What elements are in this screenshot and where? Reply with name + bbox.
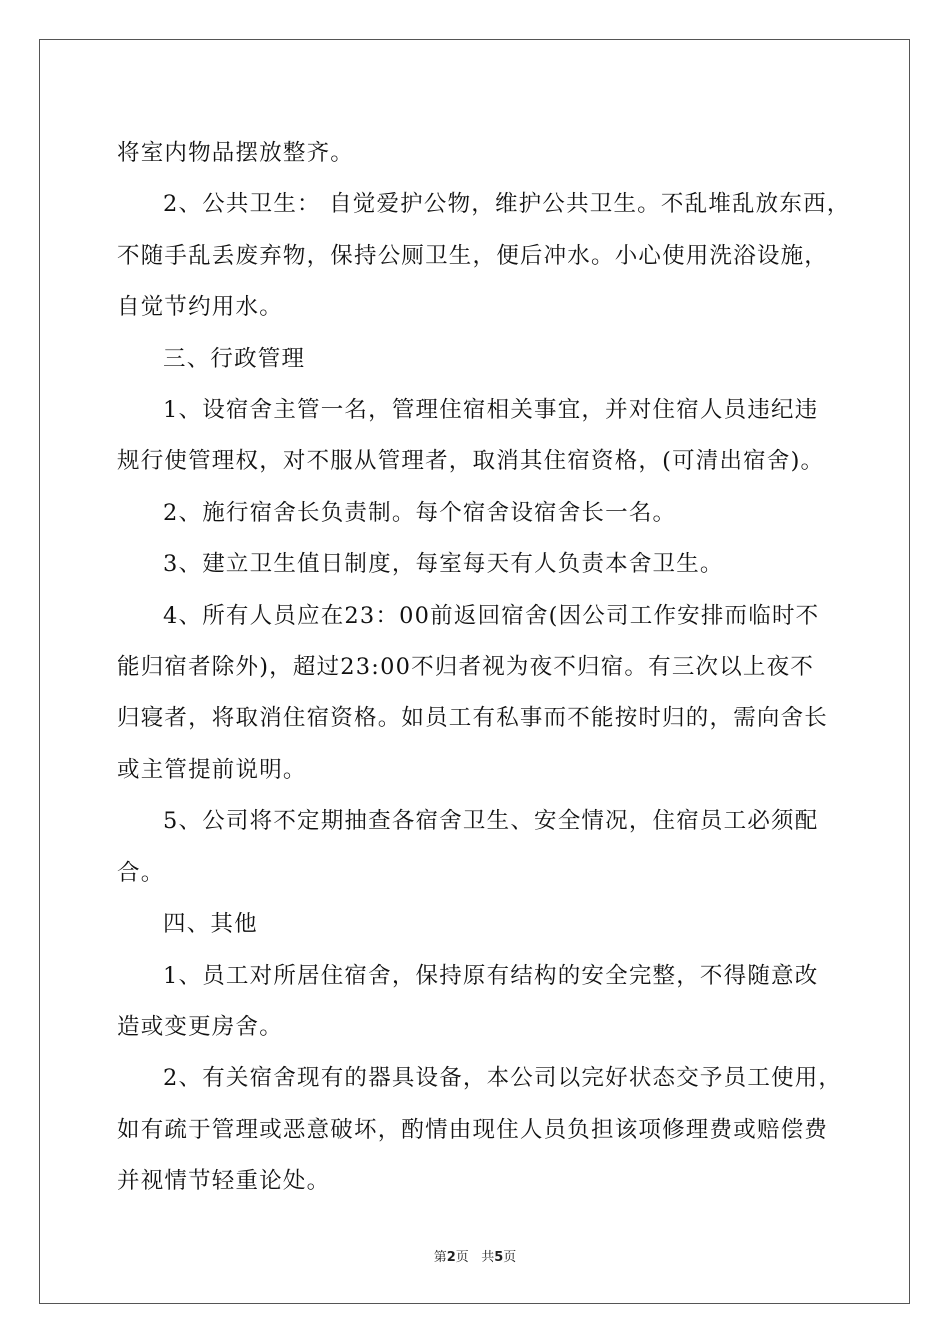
text-line: 造或变更房舍。 [117,1013,283,1040]
text-line: 三、行政管理 [163,345,306,372]
paragraph [117,951,837,1054]
text-line: 2、施行宿舍长负责制。每个宿舍设宿舍长一名。 [163,499,677,526]
text-line: 或主管提前说明。 [117,756,307,783]
paragraph [117,334,837,385]
total-suffix: 页 [503,1250,517,1265]
paragraph [117,488,837,539]
text-line: 2、公共卫生： 自觉爱护公物，维护公共卫生。不乱堆乱放东西， [163,191,851,218]
text-line: 规行使管理权，对不服从管理者，取消其住宿资格，(可清出宿舍)。 [117,448,825,475]
paragraph [117,899,837,950]
paragraph [117,591,837,797]
text-line: 归寝者，将取消住宿资格。如员工有私事而不能按时归的，需向舍长 [117,705,829,732]
text-line: 能归宿者除外)，超过23:00不归者视为夜不归宿。有三次以上夜不 [117,654,815,681]
document-body [117,128,851,1208]
page-suffix: 页 [455,1250,469,1265]
paragraph [117,179,851,333]
page-footer [0,1246,950,1265]
text-line: 4、所有人员应在23：00前返回宿舍(因公司工作安排而临时不 [163,602,820,629]
paragraph [117,539,837,590]
text-line: 将室内物品摆放整齐。 [117,140,355,166]
total-pages: 5 [494,1250,504,1265]
text-line: 如有疏于管理或恶意破坏，酌情由现住人员负担该项修理费或赔偿费 [117,1116,829,1143]
text-line: 四、其他 [163,911,258,938]
paragraph [117,385,837,488]
paragraph [117,128,837,179]
text-line: 1、设宿舍主管一名，管理住宿相关事宜，并对住宿人员违纪违 [163,397,819,424]
total-prefix: 共 [481,1250,495,1265]
text-line: 合。 [117,859,165,886]
text-line: 不随手乱丢废弃物，保持公厕卫生，便后冲水。小心使用洗浴设施， [117,242,829,269]
text-line: 3、建立卫生值日制度，每室每天有人负责本舍卫生。 [163,551,724,578]
page-number: 2 [446,1250,456,1265]
paragraph [117,796,837,899]
text-line: 5、公司将不定期抽查各宿舍卫生、安全情况，住宿员工必须配 [163,808,819,835]
text-line: 1、员工对所居住宿舍，保持原有结构的安全完整，不得随意改 [163,962,819,989]
page-prefix: 第 [433,1250,447,1265]
text-line: 2、有关宿舍现有的器具设备，本公司以完好状态交予员工使用， [163,1065,843,1092]
text-line: 并视情节轻重论处。 [117,1168,331,1195]
text-line: 自觉节约用水。 [117,294,283,321]
paragraph [117,1053,843,1207]
